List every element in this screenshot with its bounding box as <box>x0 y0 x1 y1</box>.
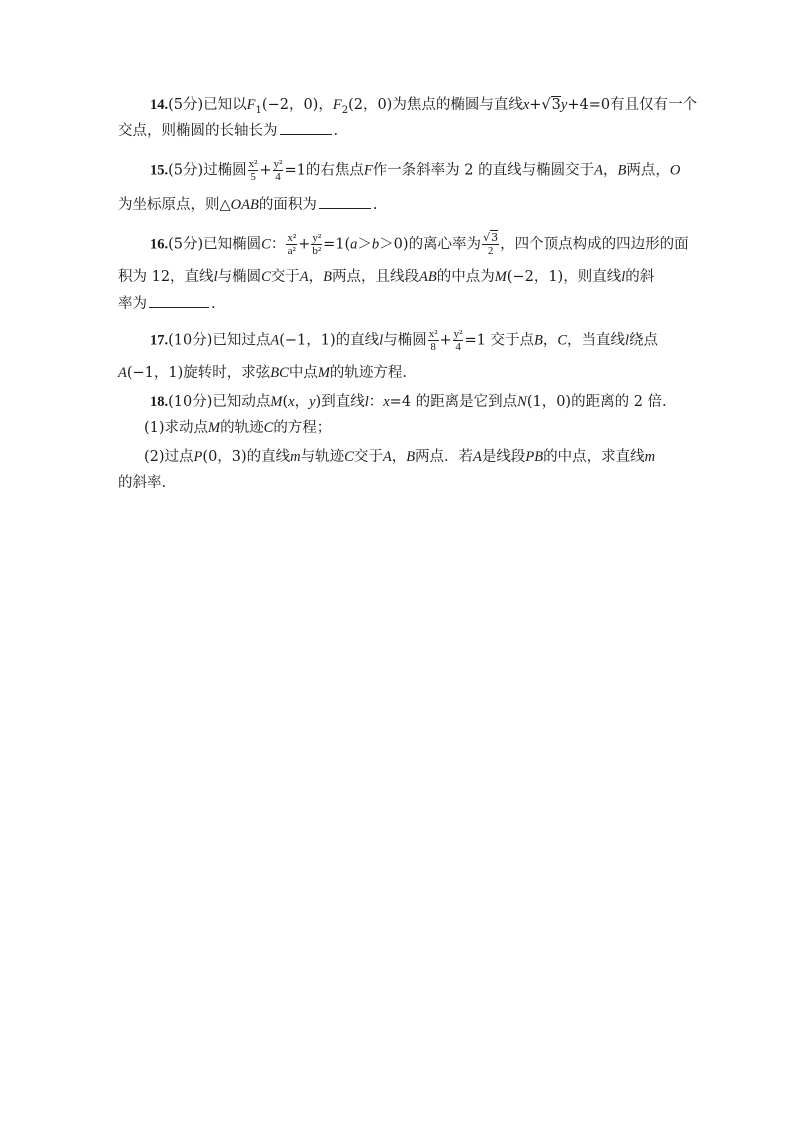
math-op: + <box>298 236 311 253</box>
problem-number: 15. <box>150 162 169 179</box>
sqrt-expression: √3 <box>483 231 499 244</box>
answer-blank[interactable] <box>280 120 332 135</box>
fraction <box>482 232 499 257</box>
fraction-numerator: y² <box>453 328 463 340</box>
text: ： <box>368 394 384 410</box>
problem-15-line-1 <box>150 158 681 183</box>
problem-number: 14. <box>150 97 169 113</box>
math-var: F <box>246 97 256 113</box>
text: (0，3)的直线 <box>202 449 291 465</box>
text: 已知过点 <box>212 332 271 349</box>
problem-points: (5分) <box>168 236 204 253</box>
text: 积为 12，直线 <box>118 269 214 285</box>
text: ， <box>542 332 558 349</box>
problem-16-line-3 <box>118 293 216 315</box>
math-var: C <box>261 269 271 285</box>
text: . <box>372 197 378 213</box>
text: ， <box>603 162 618 179</box>
problem-18-part-2 <box>144 446 655 468</box>
text: 有且仅有一个 <box>610 97 698 113</box>
math-var: BC <box>270 365 289 381</box>
text: 的斜 <box>625 269 655 285</box>
math-var: C <box>261 236 271 253</box>
math-text: ＞0) <box>379 236 409 253</box>
problem-points: (5分) <box>168 97 204 113</box>
text: . <box>333 123 339 139</box>
text: . <box>211 296 216 312</box>
math-var: y <box>309 394 316 410</box>
fraction-numerator: x² <box>287 232 297 244</box>
math-var: x <box>522 97 530 113</box>
fraction-denominator: b² <box>312 245 322 257</box>
text: ， <box>308 269 324 285</box>
math-var: M <box>208 420 221 436</box>
math-var: x <box>383 394 390 410</box>
answer-blank[interactable] <box>149 293 209 308</box>
sqrt-radicand: 3 <box>551 97 561 113</box>
text: 已知以 <box>203 97 247 113</box>
text: (−2，1)，则直线 <box>506 269 622 285</box>
math-var: A <box>118 365 127 381</box>
fraction-numerator: x² <box>428 328 438 340</box>
math-var: C <box>263 420 274 436</box>
text: (1)求动点 <box>144 420 209 436</box>
math-var: x <box>288 394 295 410</box>
text: 的离心率为 <box>408 236 482 253</box>
problem-16-line-2 <box>118 266 654 288</box>
math-op: ＞ <box>357 236 372 253</box>
math-var: A <box>473 449 482 465</box>
fraction <box>286 232 297 257</box>
problem-17-line-1 <box>150 328 659 353</box>
math-op: + <box>439 332 452 349</box>
text: 的方程； <box>273 420 332 436</box>
text: 已知椭圆 <box>203 236 262 253</box>
text: 的面积为 <box>258 197 317 213</box>
math-var: B <box>617 162 627 179</box>
text: ： <box>270 236 286 253</box>
math-var: l <box>625 332 630 349</box>
fraction-numerator: y² <box>273 158 283 170</box>
text: 绕点 <box>629 332 659 349</box>
math-var: a <box>350 236 358 253</box>
math-var: PB <box>525 449 544 465</box>
text: 中点 <box>288 365 318 381</box>
fraction <box>428 328 439 353</box>
fraction <box>248 158 259 183</box>
math-var: C <box>557 332 567 349</box>
problem-15-line-2 <box>118 194 377 216</box>
text: 过椭圆 <box>203 162 247 179</box>
text: (−1，1)的直线 <box>279 332 380 349</box>
text: ，四个顶点构成的四边形的面 <box>500 236 689 253</box>
problem-points: (10分) <box>168 394 213 410</box>
problem-14-line-1 <box>150 94 697 116</box>
text: )到直线 <box>315 394 365 410</box>
math-var: F <box>332 97 342 113</box>
text: (2，0)为焦点的椭圆与直线 <box>348 97 523 113</box>
math-var: l <box>364 394 369 410</box>
fraction-denominator: a² <box>287 245 296 257</box>
problem-number: 17. <box>150 332 169 349</box>
text: (−2，0)， <box>261 97 333 113</box>
math-sub: 2 <box>341 104 349 116</box>
math-var: l <box>379 332 384 349</box>
fraction-numerator: y² <box>312 232 322 244</box>
text: 是线段 <box>481 449 526 465</box>
text: 交于 <box>270 269 300 285</box>
fraction-denominator: 5 <box>250 171 256 183</box>
text: ， <box>294 394 310 410</box>
math-var: B <box>533 332 543 349</box>
text: 与轨迹 <box>300 449 345 465</box>
math-var: m <box>290 449 301 465</box>
text: ， <box>391 449 407 465</box>
problem-14-line-2 <box>118 120 338 142</box>
text: 与椭圆 <box>217 269 262 285</box>
math-var: B <box>323 269 332 285</box>
math-var: A <box>299 269 309 285</box>
problem-18-line-1 <box>150 391 667 413</box>
fraction-denominator: 2 <box>487 245 494 257</box>
math-var: A <box>270 332 280 349</box>
text: 两点．若 <box>415 449 474 465</box>
problem-18-part-2-line-2 <box>118 472 166 494</box>
fraction <box>273 158 284 183</box>
text: 的右焦点 <box>305 162 364 179</box>
math-var: M <box>270 394 283 410</box>
math-var: b <box>371 236 380 253</box>
problem-points: (10分) <box>168 332 213 349</box>
sqrt-expression: √3 <box>541 97 561 113</box>
math-var: m <box>644 449 656 465</box>
math-var: AB <box>418 269 437 285</box>
math-var: l <box>621 269 626 285</box>
fraction <box>453 328 464 353</box>
problem-16-line-1 <box>150 231 689 257</box>
math-var: C <box>344 449 354 465</box>
math-var: O <box>669 162 681 179</box>
problem-number: 18. <box>150 394 169 410</box>
math-sub: 1 <box>255 104 262 116</box>
text: 为坐标原点，则△ <box>118 197 231 213</box>
problem-17-line-2 <box>118 362 407 384</box>
text: 交点，则椭圆的长轴长为 <box>118 123 278 139</box>
math-var: N <box>517 394 527 410</box>
fraction <box>311 232 322 257</box>
text: 的中点为 <box>436 269 495 285</box>
text: (−1，1)旋转时，求弦 <box>126 365 271 381</box>
math-var: P <box>193 449 203 465</box>
math-var: y <box>560 97 568 113</box>
answer-blank[interactable] <box>319 194 371 209</box>
text: 两点， <box>626 162 670 179</box>
text: 的中点，求直线 <box>543 449 645 465</box>
math-var: F <box>363 162 373 179</box>
math-text: =1( <box>323 236 351 253</box>
problem-number: 16. <box>150 236 169 253</box>
math-var: A <box>382 449 392 465</box>
text: (1，0)的距离的 2 倍. <box>526 394 667 410</box>
text: (2)过点 <box>144 449 194 465</box>
math-text: =1 <box>284 162 306 179</box>
text: 与椭圆 <box>383 332 427 349</box>
math-var: OAB <box>230 197 259 213</box>
problem-points: (5分) <box>168 162 204 179</box>
fraction-numerator: x² <box>248 158 258 170</box>
text: 的斜率. <box>118 475 167 491</box>
text: 的轨迹方程. <box>329 365 408 381</box>
math-var: B <box>406 449 416 465</box>
fraction-numerator <box>482 232 499 245</box>
text: 的轨迹 <box>220 420 264 436</box>
sqrt-radicand: 3 <box>491 231 499 244</box>
math-var: M <box>317 365 330 381</box>
text: ，当直线 <box>567 332 625 349</box>
text: 作一条斜率为 2 的直线与椭圆交于 <box>372 162 595 179</box>
math-var: l <box>213 269 218 285</box>
math-text: +4=0 <box>567 97 611 113</box>
math-op: + <box>259 162 272 179</box>
problem-18-part-1 <box>144 417 331 439</box>
math-op: + <box>529 97 542 113</box>
text: =4 的距离是它到点 <box>389 394 518 410</box>
text: 已知动点 <box>212 394 271 410</box>
text: 交于 <box>353 449 383 465</box>
text: 两点，且线段 <box>331 269 419 285</box>
fraction-denominator: 4 <box>455 341 461 353</box>
fraction-denominator: 4 <box>275 171 281 183</box>
text: 率为 <box>118 296 147 312</box>
text: ( <box>282 394 289 410</box>
text: =1 交于点 <box>464 332 534 349</box>
fraction-denominator: 8 <box>430 341 436 353</box>
math-var: A <box>594 162 603 179</box>
math-var: M <box>494 269 507 285</box>
